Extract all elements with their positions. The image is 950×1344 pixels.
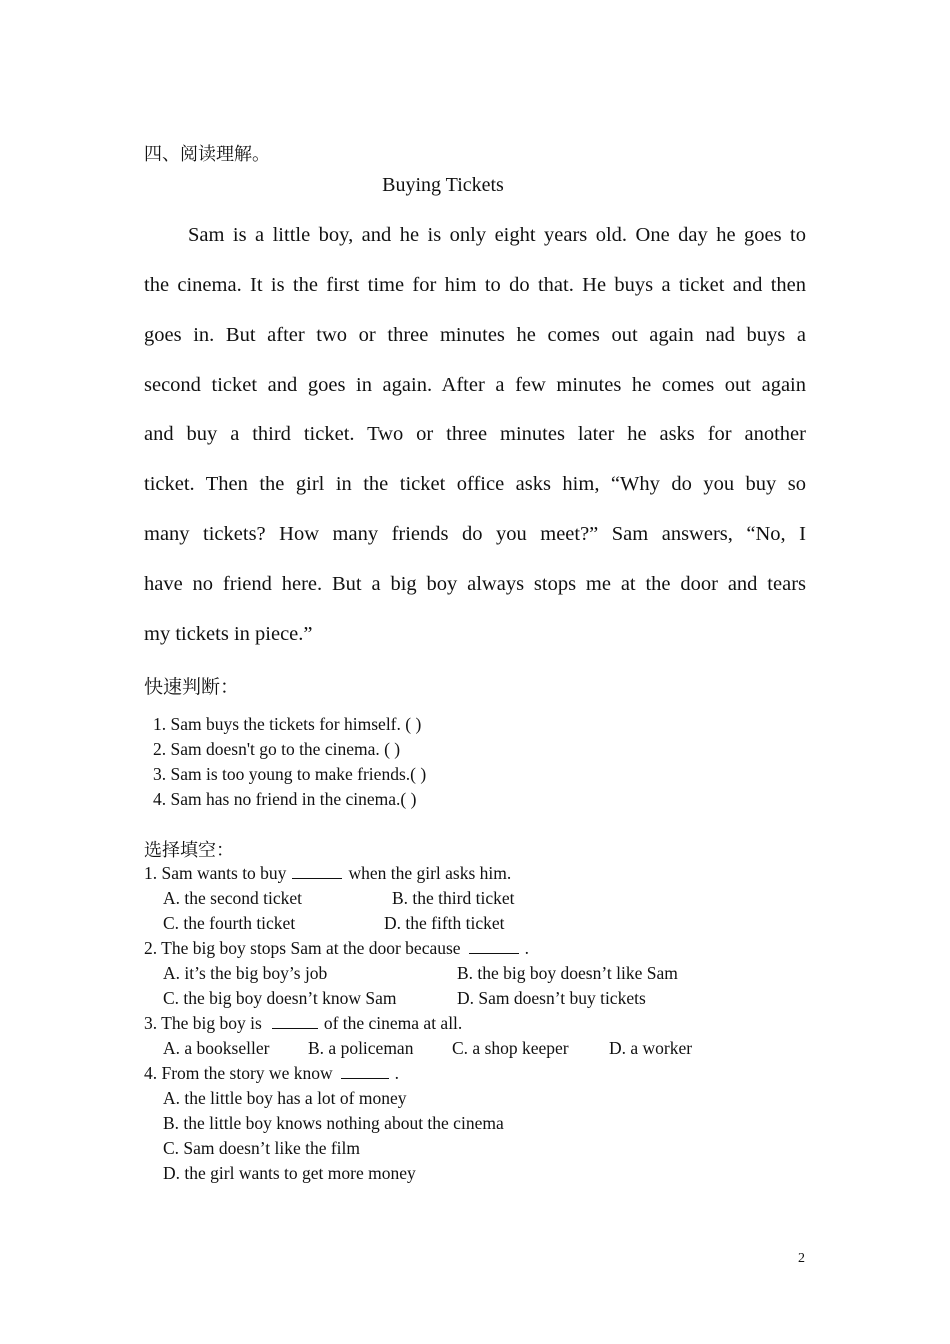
true-false-item: 3. Sam is too young to make friends.( ) [153,764,427,784]
passage-line: my tickets in piece.” [144,623,313,645]
stem-text: 2. The big boy stops Sam at the door because [144,938,461,958]
option: B. a policeman [308,1038,414,1058]
true-false-heading: 快速判断： [144,677,240,698]
true-false-item: 1. Sam buys the tickets for himself. ( ) [153,714,422,734]
stem-text: . [394,1063,399,1083]
option: A. the second ticket [163,888,302,908]
option: A. the little boy has a lot of money [163,1088,407,1108]
stem-text: 1. Sam wants to buy [144,863,287,883]
stem-text: 4. From the story we know [144,1063,333,1083]
passage-line: Sam is a little boy, and he is only eight years old. One day he goes to [188,224,806,246]
question-stem [144,938,529,959]
option: B. the third ticket [392,888,515,908]
option: C. Sam doesn’t like the film [163,1138,361,1158]
answer-blank [272,1014,318,1029]
section-heading: 四、阅读理解。 [144,144,270,164]
option: C. a shop keeper [452,1038,569,1058]
option: D. Sam doesn’t buy tickets [457,988,646,1008]
passage-title: Buying Tickets [382,174,504,196]
answer-blank [292,864,342,879]
answer-blank [341,1064,389,1079]
option: D. the fifth ticket [384,913,505,933]
passage-line: second ticket and goes in again. After a few minutes he comes out again [144,374,806,396]
passage-line: ticket. Then the girl in the ticket office asks him, “Why do you buy so [144,473,806,495]
stem-text: . [524,938,529,958]
question-stem [144,863,511,884]
question-stem [144,1013,462,1034]
passage-line: many tickets? How many friends do you meet?” Sam answers, “No, I [144,523,806,545]
stem-text: when the girl asks him. [348,863,512,883]
passage-line: have no friend here. But a big boy always stops me at the door and tears [144,573,806,595]
answer-blank [469,939,519,954]
true-false-item: 4. Sam has no friend in the cinema.( ) [153,789,417,809]
passage-line: goes in. But after two or three minutes he comes out again nad buys a [144,324,806,346]
stem-text: of the cinema at all. [323,1013,463,1033]
multiple-choice-heading: 选择填空： [144,840,234,860]
option: D. a worker [609,1038,693,1058]
option: D. the girl wants to get more money [163,1163,416,1183]
stem-text: 3. The big boy is [144,1013,262,1033]
option: B. the big boy doesn’t like Sam [457,963,678,983]
passage-line: the cinema. It is the first time for him to do that. He buys a ticket and then [144,274,806,296]
option: C. the fourth ticket [163,913,296,933]
option: C. the big boy doesn’t know Sam [163,988,397,1008]
question-stem [144,1063,399,1084]
true-false-item: 2. Sam doesn't go to the cinema. ( ) [153,739,401,759]
option: A. a bookseller [163,1038,270,1058]
passage-line: and buy a third ticket. Two or three minutes later he asks for another [144,423,806,445]
option: B. the little boy knows nothing about the cinema [163,1113,504,1133]
option: A. it’s the big boy’s job [163,963,328,983]
page-number: 2 [798,1251,805,1266]
